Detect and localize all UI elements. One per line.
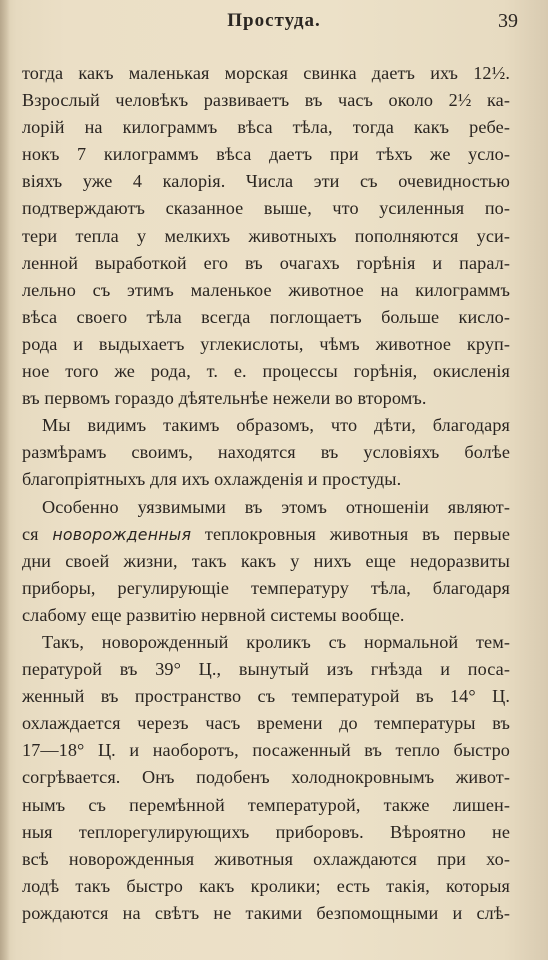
binding-shadow <box>0 0 10 960</box>
italic-term: новорожденныя <box>52 524 192 544</box>
text-line: лельно съ этимъ маленькое животное на килограммъ <box>22 279 510 300</box>
text-line: пературой въ 39° Ц., вынутый изъ гнѣзда и поса- <box>22 659 510 680</box>
text-line: вѣса своего тѣла всегда поглощаетъ больше кисло- <box>22 306 510 327</box>
text-fragment: теплокровныя животныя въ первые <box>204 523 510 544</box>
body-text <box>22 60 510 927</box>
running-head <box>0 10 548 40</box>
text-line: нокъ 7 килограммъ вѣса даетъ при тѣхъ же усло- <box>22 144 510 165</box>
text-line: въ первомъ гораздо дѣятельнѣе нежели во второмъ. <box>22 388 427 409</box>
text-line: нымъ съ перемѣнной температурой, также лишен- <box>22 794 510 815</box>
text-line: охлаждается черезъ часъ времени до температуры въ <box>22 713 510 734</box>
text-line: Особенно уязвимыми въ этомъ отношеніи являют- <box>42 496 510 517</box>
text-line: Мы видимъ такимъ образомъ, что дѣти, благодаря <box>42 415 510 436</box>
text-line: ленной выработкой его въ очагахъ горѣнія и парал- <box>22 252 510 273</box>
text-line: Взрослый человѣкъ развиваетъ въ часъ около 2½ ка- <box>22 90 510 111</box>
text-line-mixed <box>22 521 510 548</box>
text-line: лодѣ такъ быстро какъ кролики; есть такія, которыя <box>22 875 510 896</box>
text-line: дни своей жизни, такъ какъ у нихъ еще недоразвиты <box>22 550 510 571</box>
text-line: тогда какъ маленькая морская свинка даетъ ихъ 12½. <box>22 63 510 83</box>
text-line: слабому еще развитію нервной системы вообще. <box>22 604 405 625</box>
running-title: Простуда. <box>227 10 321 31</box>
text-line: ное того же рода, т. е. процессы горѣнія, окисленія <box>22 361 510 382</box>
page-number: 39 <box>498 10 518 32</box>
text-line: подтверждаютъ сказанное выше, что усиленныя по- <box>22 198 510 219</box>
text-line: Такъ, новорожденный кроликъ съ нормальной тем- <box>42 631 510 652</box>
text-line: 17—18° Ц. и наоборотъ, посаженный въ тепло быстро <box>22 740 510 761</box>
text-line: всѣ новорожденныя животныя охлаждаются при хо- <box>22 848 510 869</box>
text-line: ныя теплорегулирующихъ приборовъ. Вѣроятно не <box>22 821 510 842</box>
text-line: размѣрамъ своимъ, находятся въ условіяхъ болѣе <box>22 442 510 463</box>
text-line: женный въ пространство съ температурой въ 14° Ц. <box>22 686 510 707</box>
text-line: рождаются на свѣтъ не такими безпомощными и слѣ- <box>22 902 510 923</box>
text-line: віяхъ уже 4 калорія. Числа эти съ очевидностью <box>22 171 510 192</box>
text-line: лорій на килограммъ вѣса тѣла, тогда какъ ребе- <box>22 117 510 138</box>
text-line: тери тепла у мелкихъ животныхъ пополняются уси- <box>22 225 510 246</box>
text-line: благопріятныхъ для ихъ охлажденія и простуды. <box>22 469 402 490</box>
text-line: приборы, регулирующіе температуру тѣла, благодаря <box>22 577 510 598</box>
text-line: рода и выдыхаетъ углекислоты, чѣмъ животное круп- <box>22 333 510 354</box>
text-fragment: ся <box>22 523 39 544</box>
text-line: согрѣвается. Онъ подобенъ холоднокровнымъ живот- <box>22 767 510 788</box>
